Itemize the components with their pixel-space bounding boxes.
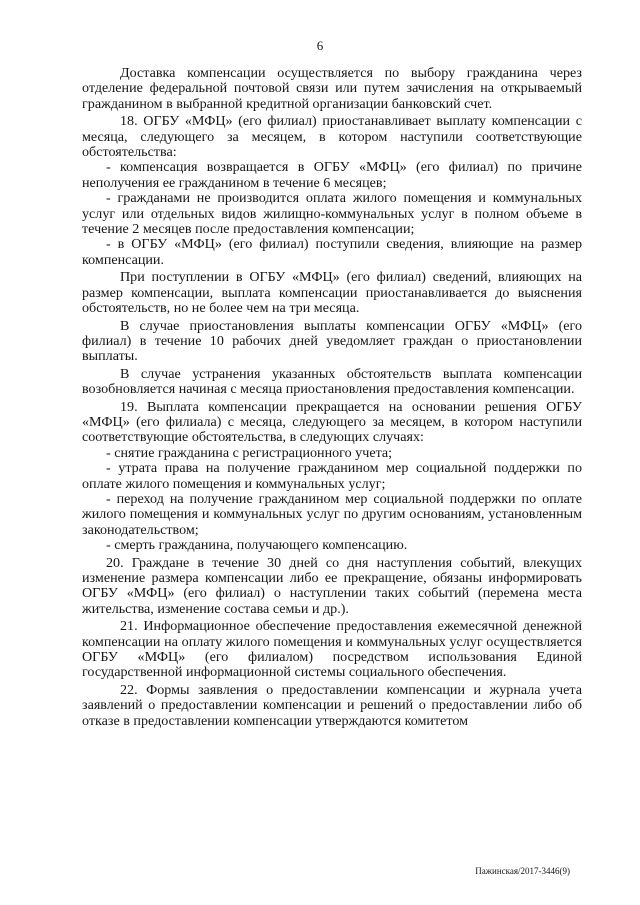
document-body — [82, 66, 582, 729]
paragraph-resumption: В случае устранения указанных обстоятельств выплата компенсации возобновляется начиная с месяца приостановления предоставления компенсации. — [82, 365, 582, 398]
paragraph-delivery: Доставка компенсации осуществляется по выбору гражданина через отделение федеральной почтовой связи или путем зачисления на открываемый гражданином в выбранной кредитной организации банковский счет. — [82, 65, 582, 112]
list-item-19-3: - переход на получение гражданином мер социальной поддержки по оплате жилого помещения и коммунальных услуг по другим основаниям, установленным законодательством; — [82, 490, 582, 538]
list-item-19-2: - утрата права на получение гражданином мер социальной поддержки по оплате жилого помещения и коммунальных услуг; — [82, 460, 582, 492]
paragraph-19: 19. Выплата компенсации прекращается на основании решения ОГБУ «МФЦ» (его филиала) с месяца, следующего за месяцем, в котором наступили соответствующие обстоятельства, в следующих случаях: — [82, 398, 582, 446]
list-item-19-1: - снятие гражданина с регистрационного учета; — [106, 444, 393, 461]
page-number: 6 — [316, 38, 324, 53]
paragraph-22: 22. Формы заявления о предоставлении компенсации и журнала учета заявлений о предоставлении компенсации и решений о предоставлении либо об отказе в предоставлении компенсации утверждаются комитетом — [82, 681, 582, 729]
paragraph-21: 21. Информационное обеспечение предоставления ежемесячной денежной компенсации на оплату жилого помещения и коммунальных услуг осуществляется ОГБУ «МФЦ» (его филиалом) посредством использования Единой государственной информационной системы социального обеспечения. — [82, 618, 582, 681]
list-item-18-3: - в ОГБУ «МФЦ» (его филиал) поступили сведения, влияющие на размер компенсации. — [82, 236, 582, 268]
paragraph-18: 18. ОГБУ «МФЦ» (его филиал) приостанавливает выплату компенсации с месяца, следующего за месяцем, в котором наступили соответствующие обстоятельства: — [82, 113, 582, 161]
list-item-18-1: - компенсация возвращается в ОГБУ «МФЦ» (его филиал) по причине неполучения ее гражданином в течение 6 месяцев; — [82, 159, 582, 191]
list-item-18-2: - гражданами не производится оплата жилого помещения и коммунальных услуг или отдельных видов жилищно-коммунальных услуг в полном объеме в течение 2 месяцев после предоставления компенсации; — [82, 190, 582, 238]
paragraph-suspension: При поступлении в ОГБУ «МФЦ» (его филиал) сведений, влияющих на размер компенсации, выплата компенсации приостанавливается до выяснения обстоятельств, но не более чем на три месяца. — [82, 269, 582, 317]
list-item-19-4: - смерть гражданина, получающего компенсацию. — [106, 537, 408, 554]
document-code-footer: Пажинская/2017-3446(9) — [475, 866, 570, 876]
paragraph-notification: В случае приостановления выплаты компенсации ОГБУ «МФЦ» (его филиал) в течение 10 рабочих дней уведомляет граждан о приостановлении выплаты. — [82, 317, 582, 365]
paragraph-20: 20. Граждане в течение 30 дней со дня наступления событий, влекущих изменение размера компенсации либо ее прекращение, обязаны информировать ОГБУ «МФЦ» (его филиал) о наступлении таких событий (перемена места жительства, изменение состава семьи и др.). — [82, 554, 582, 617]
